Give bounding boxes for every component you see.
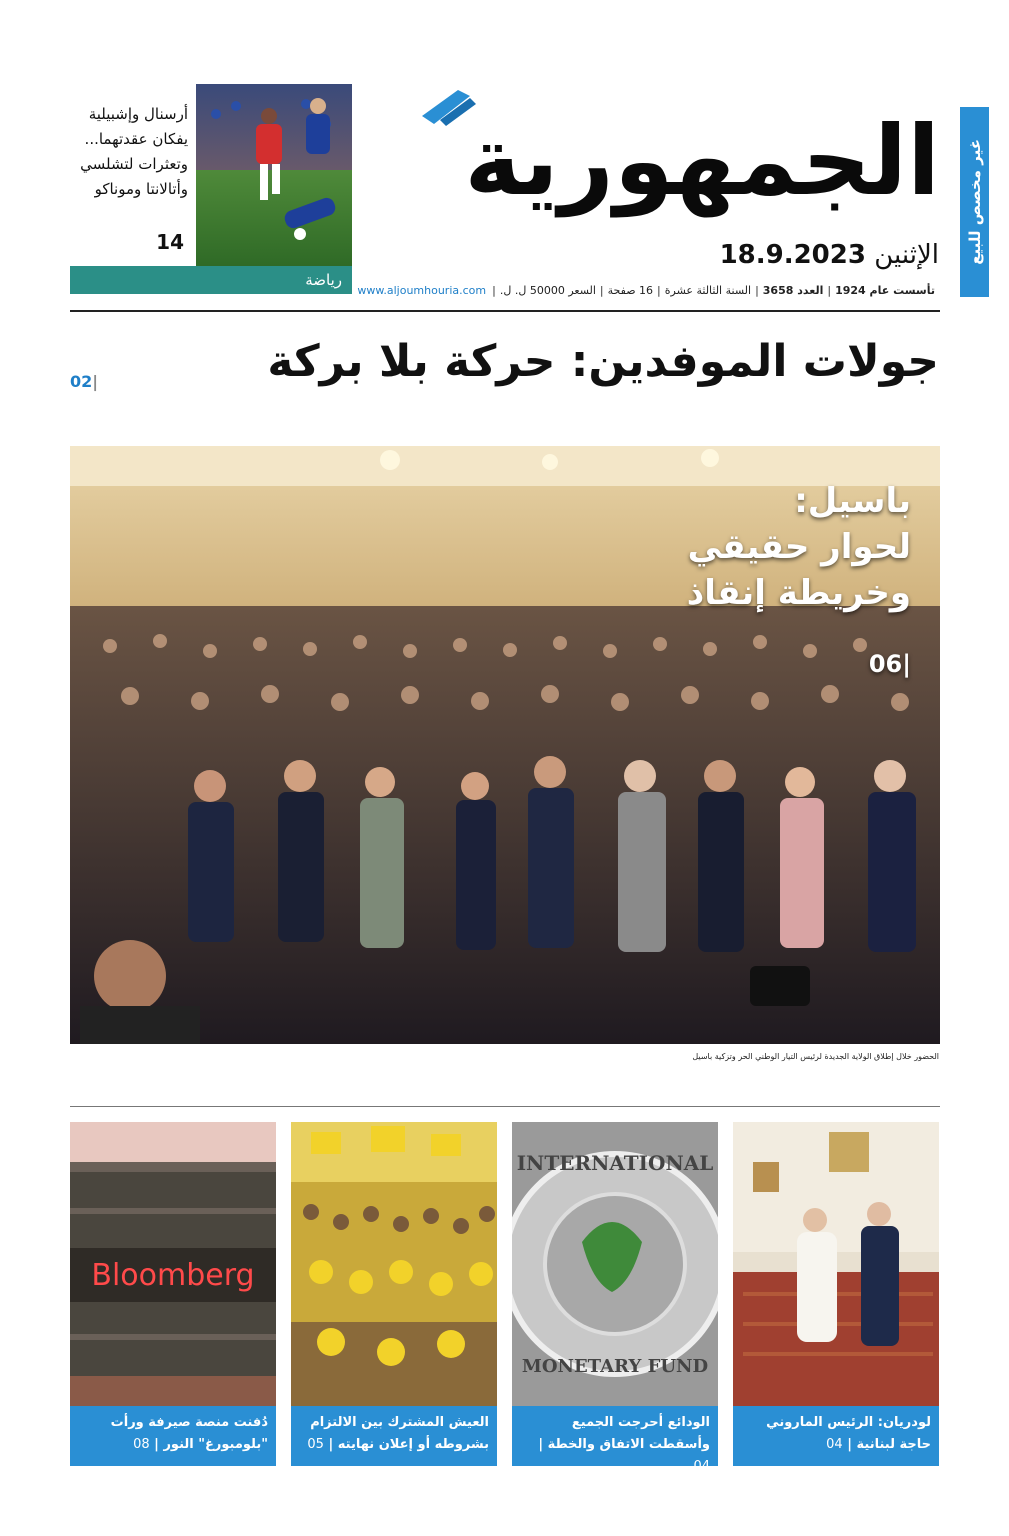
imf-seal-top-text: INTERNATIONAL — [516, 1151, 714, 1175]
bloomberg-sign-text: Bloomberg — [91, 1258, 255, 1293]
issue-date-number: 18.9.2023 — [719, 240, 866, 270]
teaser-line-1: دُفنت منصة صيرفة ورأت — [110, 1415, 268, 1430]
sports-page-number: 14 — [156, 230, 184, 254]
teaser-line-2: حاجة لبنانية — [856, 1437, 931, 1452]
main-story-overlay[interactable] — [687, 478, 911, 616]
sports-teaser-text[interactable]: أرسنال وإشبيلية يفكان عقدتهما... وتعثرات لتشلسي وأتالانتا وموناكو — [80, 105, 188, 198]
overlay-line-3: وخريطة إنقاذ — [686, 573, 911, 613]
teaser-line-1: لودريان: الرئيس الماروني — [766, 1415, 931, 1430]
issue-date — [720, 240, 939, 270]
teaser-page: 08 — [133, 1437, 150, 1452]
masthead-logo[interactable] — [410, 86, 940, 236]
not-for-sale-band — [960, 107, 989, 297]
teaser-line-2: وأسقطت الاتفاق والخطة — [547, 1437, 710, 1452]
teaser-caption: لودريان: الرئيس الماروني حاجة لبنانية | 04 — [733, 1406, 939, 1466]
meta-price: السعر 50000 ل. ل. — [499, 284, 596, 297]
meta-founded: تأسست عام 1924 — [835, 284, 935, 297]
divider — [70, 1106, 940, 1107]
not-for-sale-label: غير مخصص للبيع — [965, 139, 984, 265]
teaser-photo-bloomberg — [70, 1122, 276, 1406]
main-headline[interactable]: جولات الموفدين: حركة بلا بركة — [267, 336, 939, 387]
main-story-page-number: 06| — [868, 650, 911, 678]
overlay-line-2: لحوار حقيقي — [687, 527, 911, 567]
teaser-caption: الودائع أحرجت الجميع وأسقطت الاتفاق والخطة | 04 — [512, 1406, 718, 1466]
teaser-sayrafa[interactable] — [70, 1122, 276, 1466]
teaser-line-1: العيش المشترك بين الالتزام — [310, 1415, 489, 1430]
sports-section-label[interactable]: رياضة — [70, 266, 352, 294]
teaser-caption: العيش المشترك بين الالتزام بشروطه أو إعلان نهايته | 05 — [291, 1406, 497, 1466]
teaser-photo-imf-seal — [512, 1122, 718, 1406]
sports-photo[interactable] — [196, 84, 352, 266]
teaser-photo-rally — [291, 1122, 497, 1406]
teaser-line-1: الودائع أحرجت الجميع — [571, 1415, 710, 1430]
meta-pages: 16 صفحة — [607, 284, 654, 297]
headline-page-ref: 02 — [70, 372, 93, 391]
logo-text: الجمهورية — [464, 105, 940, 217]
teaser-deposits[interactable] — [512, 1122, 718, 1474]
teaser-caption: دُفنت منصة صيرفة ورأت "بلومبورغ" النور | 08 — [70, 1406, 276, 1466]
teaser-page: 05 — [307, 1437, 324, 1452]
overlay-line-1: باسيل: — [794, 481, 911, 521]
meta-line: تأسست عام 1924 | العدد 3658 | السنة الثالثة عشرة | 16 صفحة | السعر 50000 ل. ل. | www.aljoumhouria.com — [369, 284, 939, 297]
imf-seal-bottom-text: MONETARY FUND — [521, 1356, 709, 1377]
issue-day: الإثنين — [874, 240, 939, 270]
teaser-line-2: بشروطه أو إعلان نهايته — [337, 1437, 489, 1452]
divider — [70, 310, 940, 312]
photo-caption: الحضور خلال إطلاق الولاية الجديدة لرئيس التيار الوطني الحر وتزكية باسيل — [692, 1052, 939, 1061]
main-story-page-ref: 06 — [868, 650, 903, 678]
headline-page-number: 02| — [70, 372, 99, 391]
meta-year: السنة الثالثة عشرة — [664, 284, 752, 297]
teaser-coexistence[interactable] — [291, 1122, 497, 1466]
teaser-page: 04 — [826, 1437, 843, 1452]
teaser-lodrian[interactable] — [733, 1122, 939, 1466]
teaser-page: 04 — [693, 1459, 710, 1474]
meta-issue: العدد 3658 — [762, 284, 824, 297]
teaser-photo-vatican — [733, 1122, 939, 1406]
site-url[interactable]: www.aljoumhouria.com — [357, 284, 487, 297]
teaser-line-2: "بلومبورغ" النور — [163, 1437, 268, 1452]
